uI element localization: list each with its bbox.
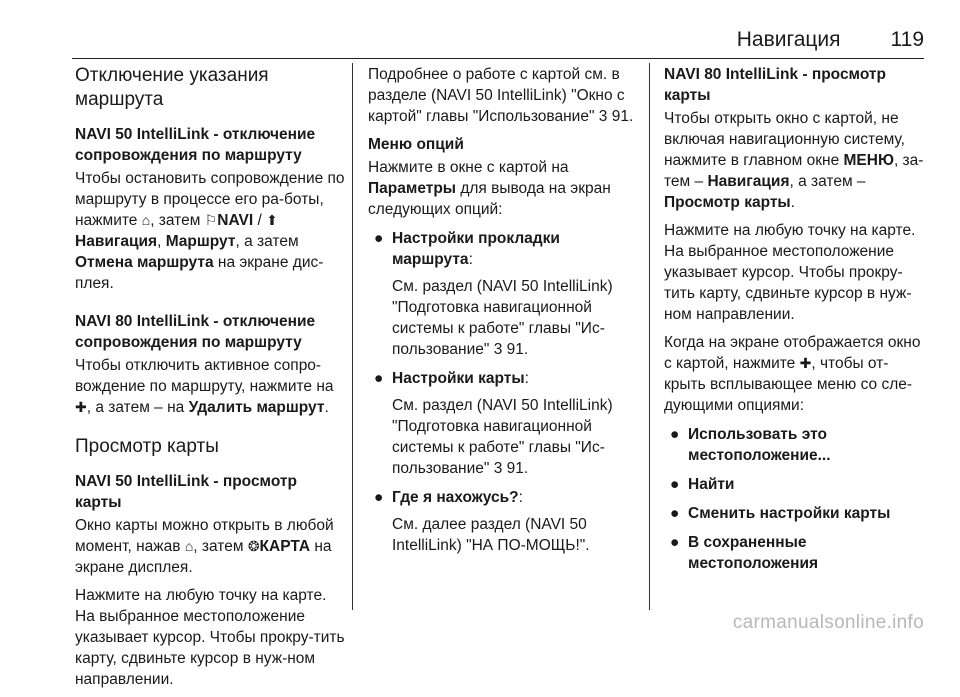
column-1	[75, 64, 345, 697]
heading-options-menu: Меню опций	[368, 136, 464, 153]
subheading-navi50-map: NAVI 50 IntelliLink - просмотр карты	[75, 473, 297, 511]
paragraph-navi80-open-map: Чтобы открыть окно с картой, не включая навигационную систему, нажмите в главном окне МЕНЮ, за-тем – Навигация, а затем – Просмотр карты.	[664, 110, 924, 211]
subheading-navi80-disable: NAVI 80 IntelliLink - отключение сопровождения по маршруту	[75, 313, 316, 351]
plus-cross-icon: ✚	[75, 399, 87, 415]
column-3	[664, 64, 926, 580]
subheading-navi80-map: NAVI 80 IntelliLink - просмотр карты	[664, 66, 886, 104]
page-reference-icon: 3	[598, 108, 608, 125]
paragraph-navi50-map-cursor: Нажмите на любую точку на карте. На выбранное местоположение указывает курсор. Чтобы прокру-тить карту, сдвиньте курсор в нуж-ном направлении.	[75, 587, 345, 688]
subheading-navi50-disable: NAVI 50 IntelliLink - отключение сопровождения по маршруту	[75, 126, 316, 164]
popup-option-save-location: ● В сохраненные местоположения	[670, 534, 819, 572]
option-route-settings: ● Настройки прокладки маршрута:	[374, 230, 560, 268]
bullet-icon: ●	[670, 476, 680, 493]
page-number: 119	[890, 28, 924, 51]
bullet-icon: ●	[670, 505, 680, 522]
paragraph-map-details: Подробнее о работе с картой см. в разделе (NAVI 50 IntelliLink) "Окно с картой" главы "Использование" 3 91.	[368, 66, 634, 125]
navigation-arrow-icon: ⬆	[266, 212, 278, 228]
bullet-icon: ●	[670, 426, 680, 443]
paragraph-navi80-disable: Чтобы отключить активное сопро-вождение по маршруту, нажмите на ✚, а затем – на Удалить маршрут.	[75, 357, 334, 416]
column-divider-1	[352, 63, 353, 610]
heading-map-view: Просмотр карты	[75, 436, 219, 457]
option-where-am-i-text: См. далее раздел (NAVI 50 IntelliLink) "НА ПО-МОЩЬ!".	[392, 516, 590, 554]
option-route-settings-text: См. раздел (NAVI 50 IntelliLink) "Подготовка навигационной системы к работе" главы "Ис-пользование" 3 91.	[392, 278, 613, 358]
bullet-icon: ●	[374, 230, 384, 247]
watermark: carmanualsonline.info	[732, 612, 924, 633]
column-divider-2	[649, 63, 650, 610]
bullet-icon: ●	[374, 489, 384, 506]
option-map-settings-text: См. раздел (NAVI 50 IntelliLink) "Подготовка навигационной системы к работе" главы "Ис-пользование" 3 91.	[392, 397, 613, 477]
bullet-icon: ●	[374, 370, 384, 387]
paragraph-navi80-cursor: Нажмите на любую точку на карте. На выбранное местоположение указывает курсор. Чтобы прокру-тить карту, сдвиньте курсор в нуж-ном направлении.	[664, 222, 916, 323]
bullet-icon: ●	[670, 534, 680, 551]
popup-option-change-map-settings: ● Сменить настройки карты	[670, 505, 891, 522]
column-2	[368, 64, 638, 563]
popup-option-use-location: ● Использовать это местоположение...	[670, 426, 831, 464]
header-rule	[72, 58, 924, 59]
page-header	[737, 28, 924, 52]
map-compass-icon: ❂	[247, 538, 260, 554]
paragraph-navi50-map: Окно карты можно открыть в любой момент, нажав ⌂, затем ❂КАРТА на экране дисплея.	[75, 517, 334, 576]
option-map-settings: ● Настройки карты:	[374, 370, 529, 387]
popup-option-find: ● Найти	[670, 476, 735, 493]
section-title: Навигация	[736, 28, 841, 51]
heading-disable-guidance: Отключение указания маршрута	[75, 65, 269, 110]
flag-icon: ⚐	[204, 212, 218, 228]
option-where-am-i: ● Где я нахожусь?:	[374, 489, 523, 506]
home-icon: ⌂	[184, 538, 194, 554]
paragraph-navi50-disable: Чтобы остановить сопровождение по маршруту в процессе его ра-боты, нажмите ⌂, затем ⚐NAVI / ⬆Навигация, Маршрут, а затем Отмена маршрута на экране дис-плея.	[75, 170, 345, 292]
paragraph-options-intro: Нажмите в окне с картой на Параметры для вывода на экран следующих опций:	[368, 159, 611, 218]
paragraph-navi80-popup: Когда на экране отображается окно с картой, нажмите ✚, чтобы от-крыть всплывающее меню со сле-дующими опциями:	[664, 334, 921, 414]
plus-cross-icon: ✚	[799, 355, 812, 371]
home-icon: ⌂	[141, 212, 151, 228]
